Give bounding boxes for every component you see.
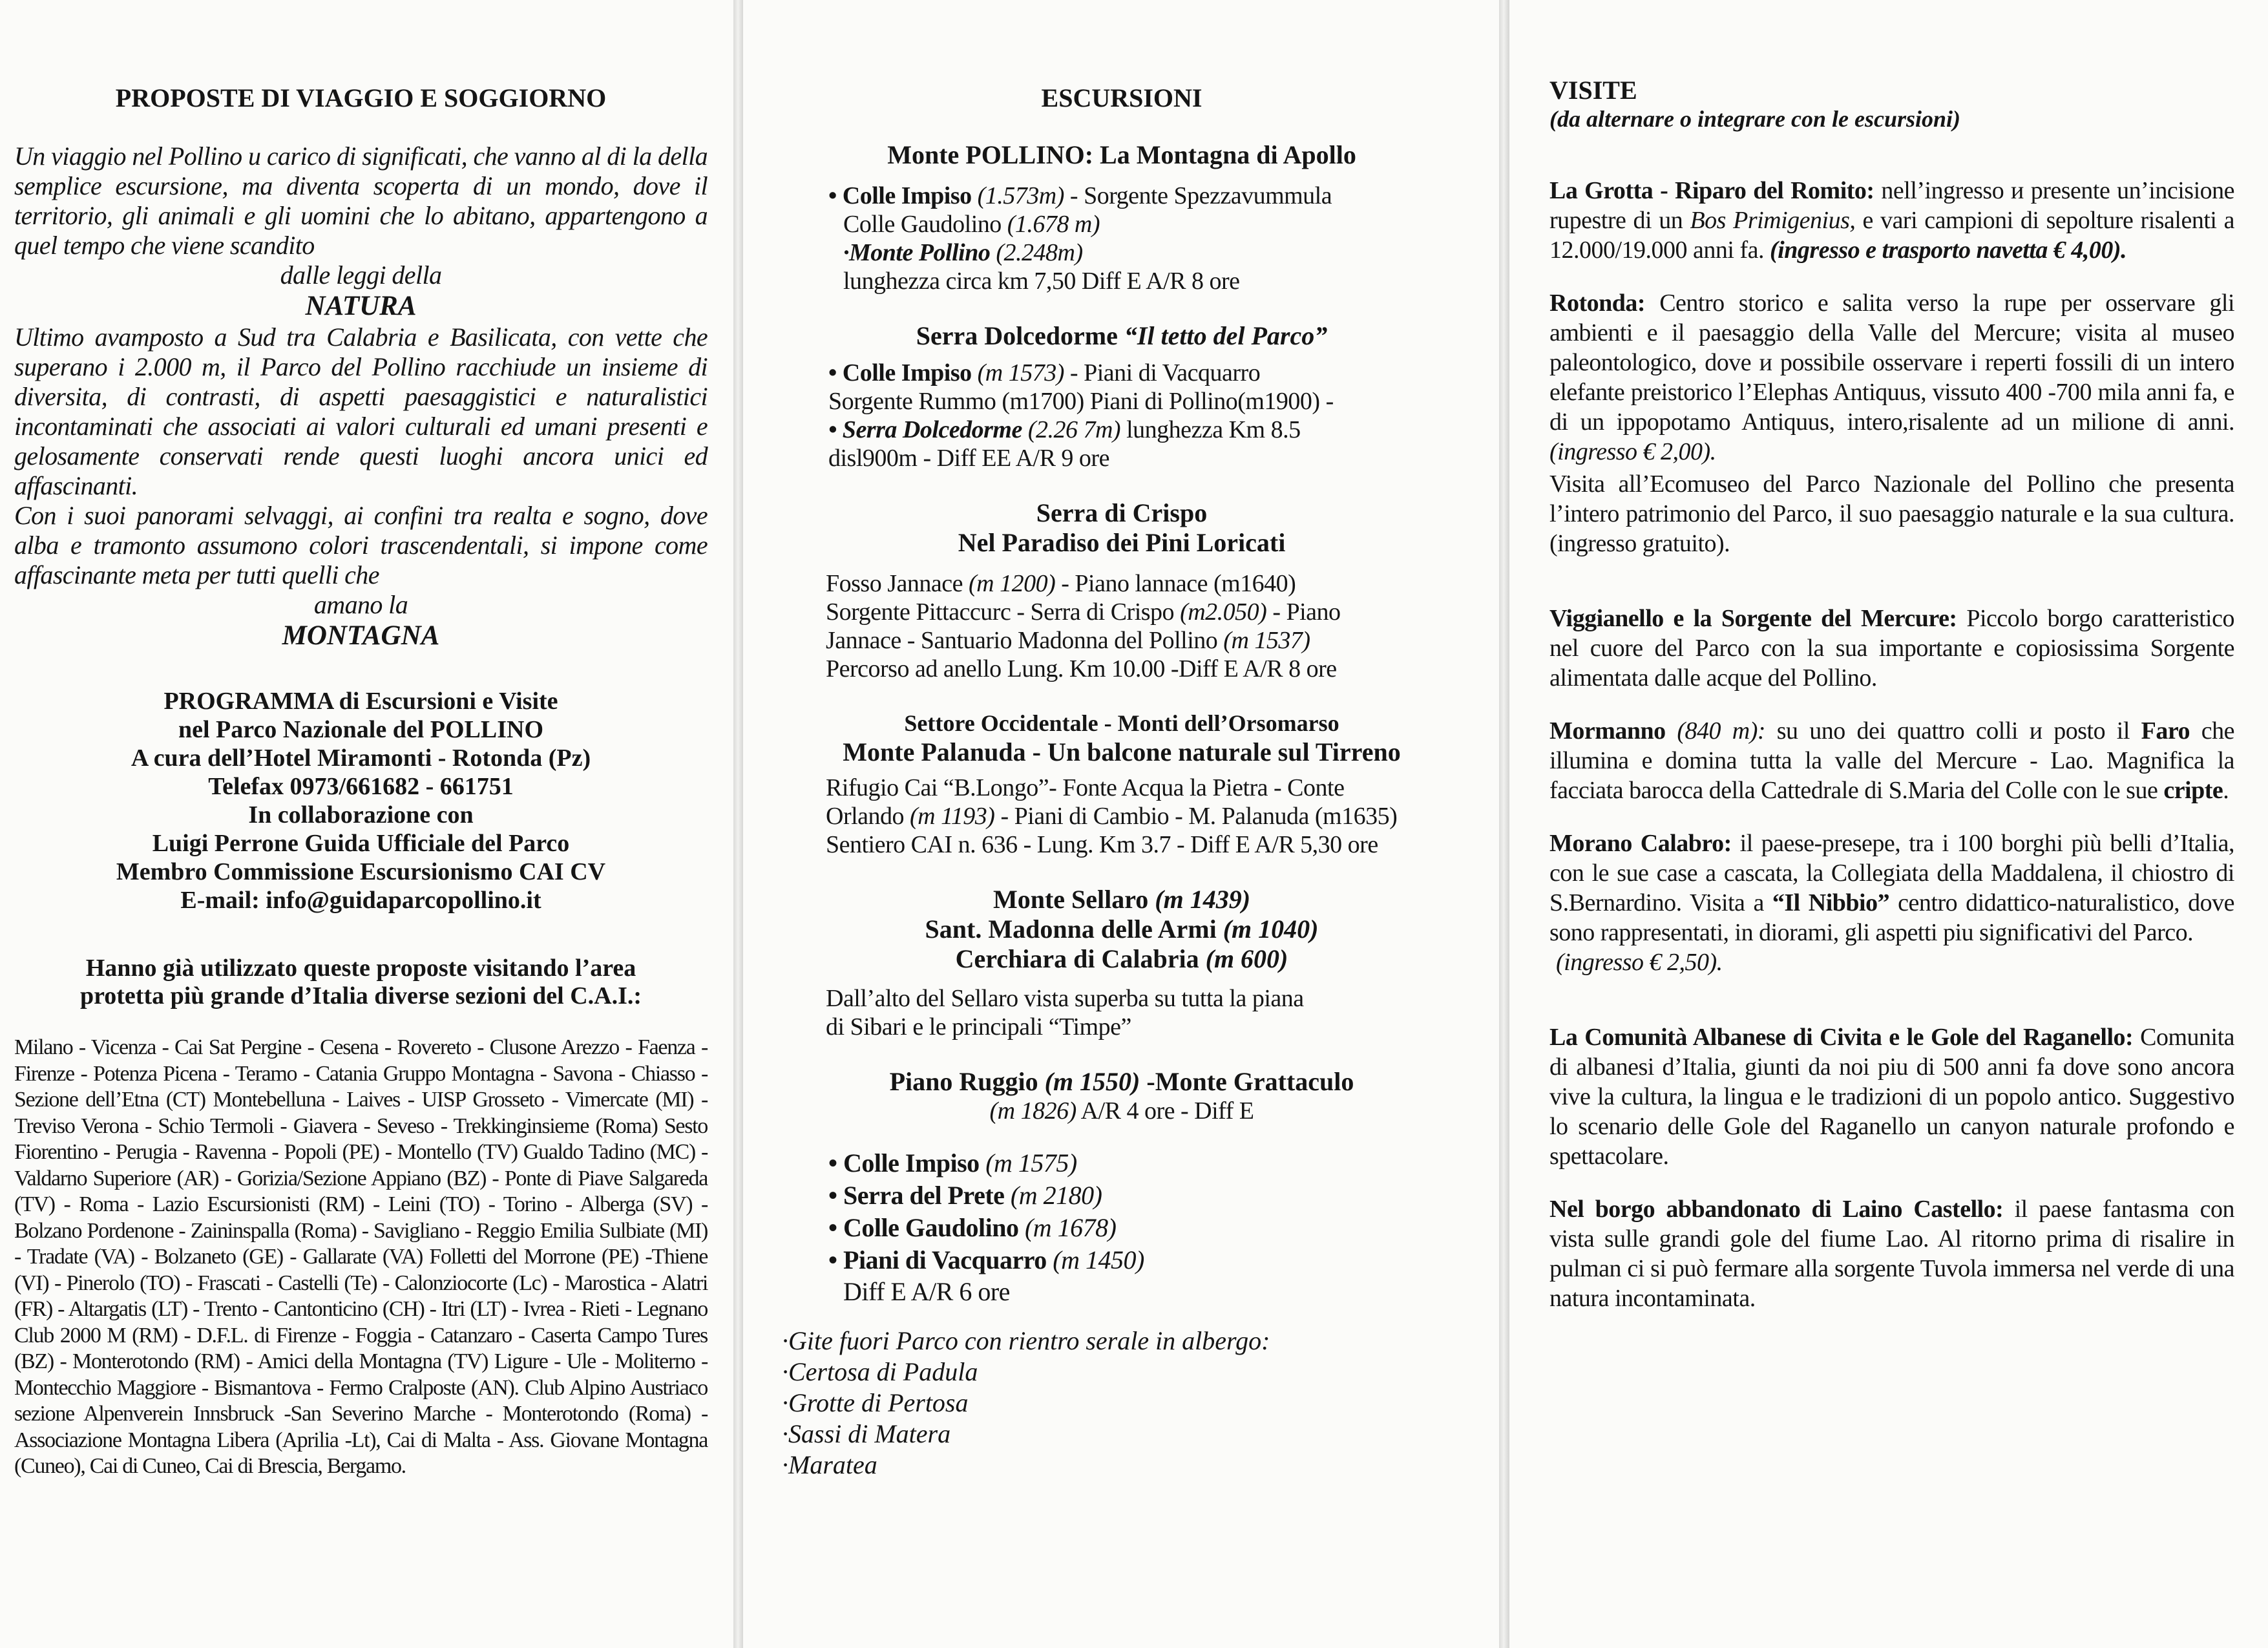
- visit-rotonda: Rotonda: Centro storico e salita verso la rupe per osservare gli ambienti e il paesaggio della Valle del Mercure; visita al museo paleontologico, dove и possibile osservare i reperti fossili di un intero elefante preistorico l’Elephas Antiquus, vissuto 400 -700 mila anni fa, e di un ippopotamo Antiquus, intero,risalente ad un milione di anni. (ingresso € 2,00).: [1549, 290, 2234, 465]
- hike-pollino: Monte POLLINO: La Montagna di Apollo • Colle Impiso (1.573m) - Sorgente Spezzavummula Colle Gaudolino (1.678 m) ·Monte Pollino (2.248m) lunghezza circa km 7,50 Diff E A/R 8 ore: [828, 140, 1356, 295]
- program-line: nel Parco Nazionale del POLLINO: [178, 716, 544, 743]
- visit-morano: Morano Calabro: il paese-presepe, tra i 100 borghi più belli d’Italia, con le sue case a cascata, la Collegiata della Maddalena, il chiostro di S.Bernardino. Visita a “Il Nibbio” centro didattico-naturalistico, dove sono rappresentati, in diorami, gli aspetti piu significativi del Parco.: [1549, 830, 2235, 946]
- visit-grotta: La Grotta - Riparo del Romito: nell’ingresso и presente un’incisione rupestre di un Bos Primigenius, e vari campioni di sepolture risalenti a 12.000/19.000 anni fa. (ingresso e trasporto navetta € 4,00).: [1549, 177, 2234, 264]
- keyword-montagna: MONTAGNA: [282, 620, 440, 651]
- program-line: PROGRAMMA di Escursioni e Visite: [163, 688, 558, 715]
- right-panel: [1509, 0, 2268, 1648]
- program-email: E-mail: info@guidaparcopollino.it: [180, 887, 541, 914]
- hike-ruggio: Piano Ruggio (m 1550) -Monte Grattaculo (m 1826) A/R 4 ore - Diff E • Colle Impiso (m 1575) • Serra del Prete (m 2180) • Colle Gaudolino (m 1678) • Piani di Vacquarro (m 1450) Diff E A/R 6 ore: [828, 1067, 1354, 1306]
- program-line: In collaborazione con: [248, 801, 474, 829]
- keyword-natura: NATURA: [305, 291, 417, 321]
- visit-viggianello: Viggianello e la Sorgente del Mercure: Piccolo borgo caratteristico nel cuore del Parco con la sua importante e copiosissima Sorgente alimentata dalle acque del Pollino.: [1549, 605, 2234, 692]
- fold-line: [733, 0, 744, 1648]
- intro-paragraph-3-tail: amano la: [313, 590, 408, 619]
- visite-title: VISITE: [1549, 76, 1637, 105]
- visit-morano-price: (ingresso € 2,50).: [1556, 949, 1723, 976]
- visit-laino: Nel borgo abbandonato di Laino Castello: il paese fantasma con vista sulle grandi gole del fiume Lao. Al ritorno prima di risalire in pulman ci si può fermare alla sorgente Tuvola immersa nel verde di una natura incontaminata.: [1549, 1196, 2234, 1312]
- visit-mormanno: Mormanno (840 m): su uno dei quattro colli и posto il Faro che illumina e domina tutta la valle del Mercure - Lao. Magnifica la facciata barocca della Cattedrale di S.Maria del Colle con le sue cripte.: [1549, 717, 2234, 804]
- hike-sellaro: Monte Sellaro (m 1439) Sant. Madonna delle Armi (m 1040) Cerchiara di Calabria (m 600) Dall’alto del Sellaro vista superba su tutta la piana di Sibari e le principali “Timpe”: [826, 885, 1319, 1041]
- escursioni-title: ESCURSIONI: [1041, 83, 1202, 112]
- intro-paragraph-3: Con i suoi panorami selvaggi, ai confini tra realta e sogno, dove alba e tramonto assumono colori trascendentali, si impone come affascinante meta per tutti quelli che: [14, 501, 708, 589]
- program-line: Luigi Perrone Guida Ufficiale del Parco: [152, 830, 570, 857]
- left-panel: [0, 0, 733, 1648]
- fold-line: [1499, 0, 1509, 1648]
- hike-dolcedorme: Serra Dolcedorme “Il tetto del Parco” • Colle Impiso (m 1573) - Piani di Vacquarro Sorgente Rummo (m1700) Piani di Pollino(m1900) - • Serra Dolcedorme (2.26 7m) lunghezza Km 8.5 disl900m - Diff EE A/R 9 ore: [828, 321, 1334, 472]
- visite-subtitle: (da alternare o integrare con le escursioni): [1549, 106, 1960, 132]
- visit-civita: La Comunità Albanese di Civita e le Gole del Raganello: Comunita di albanesi d’Italia, giunti da noi piu di 500 anni fa dove sono ancora vive la cultura, la lingua e le tradizioni di un popolo antico. Suggestivo lo scenario delle Gole del Raganello un canyon naturale profondo e spettacolare.: [1549, 1024, 2234, 1170]
- hike-crispo: Serra di Crispo Nel Paradiso dei Pini Loricati Fosso Jannace (m 1200) - Piano lannace (m1640) Sorgente Pittaccurc - Serra di Crispo (m2.050) - Piano Jannace - Santuario Madonna del Pollino (m 1537) Percorso ad anello Lung. Km 10.00 -Diff E A/R 8 ore: [826, 498, 1341, 682]
- intro-paragraph-1-tail: dalle leggi della: [280, 260, 442, 290]
- program-phone: Telefax 0973/661682 - 661751: [208, 773, 514, 800]
- intro-paragraph-2: Ultimo avamposto a Sud tra Calabria e Basilicata, con vette che superano i 2.000 m, il Parco del Pollino racchiude un insieme di diversita, di contrasti, di aspetti paesaggistici e naturalistici incontaminati che associati ai valori culturali ed umani presenti e gelosamente conservati rende questi luoghi ancora unici ed affascinanti.: [14, 322, 708, 500]
- program-line: A cura dell’Hotel Miramonti - Rotonda (Pz): [131, 745, 591, 772]
- cai-heading: Hanno già utilizzato queste proposte visitando l’area protetta più grande d’Italia diverse sezioni del C.A.I.:: [79, 955, 642, 1009]
- left-title: PROPOSTE DI VIAGGIO E SOGGIORNO: [115, 83, 607, 112]
- cai-sections-list: Milano - Vicenza - Cai Sat Pergine - Cesena - Rovereto - Clusone Arezzo - Faenza - Firenze - Potenza Picena - Teramo - Catania Gruppo Montagna - Savona - Chiasso - Sezione dell’Etna (CT) Montebelluna - Laives - UISP Grosseto - Vimercate (MI) - Treviso Verona - Schio Termoli - Giavera - Seveso - Trekkinginsieme (Roma) Sesto Fiorentino - Perugia - Ravenna - Popoli (PE) - Montello (TV) Gualdo Tadino (MC) - Valdarno Superiore (AR) - Gorizia/Sezione Appiano (BZ) - Ponte di Piave Salgareda (TV) - Roma - Lazio Escursionisti (RM) - Leini (TO) - Torino - Alberga (SV) - Bolzano Pordenone - Zaininspalla (Roma) - Savigliano - Reggio Emilia Sulbiate (MI) - Tradate (VA) - Bolzaneto (GE) - Gallarate (VA) Folletti del Morrone (PE) -Thiene (VI) - Pinerolo (TO) - Frascati - Castelli (Te) - Calonziocorte (Lc) - Marostica - Alatri (FR) - Altargatis (LT) - Trento - Cantonticino (CH) - Itri (LT) - Ivrea - Rieti - Legnano Club 2000 M (RM) - D.F.L. di Firenze - Foggia - Catanzaro - Caserta Campo Tures (BZ) - Monterotondo (RM) - Amici della Montagna (TV) Ligure - Ule - Moliterno - Montecchio Maggiore - Bismantova - Fermo Cralposte (AN). Club Alpino Austriaco sezione Alpenverein Innsbruck -San Severino Marche - Monterotondo (Roma) - Associazione Montagna Libera (Aprilia -Lt), Cai di Malta - Ass. Giovane Montagna (Cuneo), Cai di Cuneo, Cai di Brescia, Bergamo.: [14, 1035, 708, 1478]
- hike-palanuda: Settore Occidentale - Monti dell’Orsomarso Monte Palanuda - Un balcone naturale sul Tirreno Rifugio Cai “B.Longo”- Fonte Acqua la Pietra - Conte Orlando (m 1193) - Piani di Cambio - M. Palanuda (m1635) Sentiero CAI n. 636 - Lung. Km 3.7 - Diff E A/R 5,30 ore: [826, 710, 1401, 858]
- intro-paragraph-1: Un viaggio nel Pollino и carico di significati, che vanno al di la della semplice escursione, ma diventa scoperta di un mondo, dove il territorio, gli animali e gli uomini che lo abitano, appartengono a quel tempo che viene scandito: [14, 142, 708, 260]
- program-block: [14, 687, 708, 914]
- middle-panel: [743, 0, 1499, 1648]
- program-line: Membro Commissione Escursionismo CAI CV: [116, 858, 606, 885]
- gite-list: ·Gite fuori Parco con rientro serale in albergo: ·Certosa di Padula ·Grotte di Pertosa ·Sassi di Matera ·Maratea: [782, 1326, 1270, 1479]
- visit-ecomuseo: Visita all’Ecomuseo del Parco Nazionale del Pollino che presenta l’intero patrimonio del Parco, il suo paesaggio naturale e la sua cultura. (ingresso gratuito).: [1549, 470, 2234, 557]
